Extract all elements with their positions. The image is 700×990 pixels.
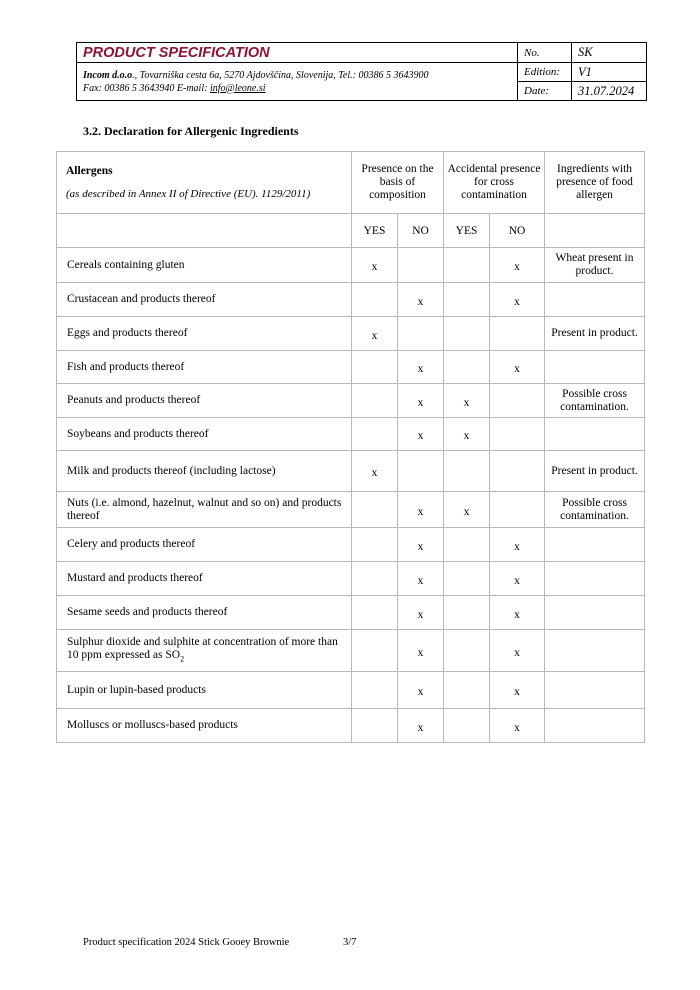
allergen-name-text: Fish and products thereof <box>67 360 185 373</box>
company-name: Incom d.o.o <box>83 69 133 81</box>
cross-yes-cell <box>444 351 490 384</box>
table-row <box>57 596 645 630</box>
ingredient-note: Possible cross contamination. <box>545 492 645 528</box>
allergen-name-text: Milk and products thereof (including lactose) <box>67 464 276 477</box>
allergen-name-text: Sulphur dioxide and sulphite at concentration of more than 10 ppm expressed as SO <box>67 635 338 661</box>
allergen-name <box>57 451 352 492</box>
ingredient-note <box>545 418 645 451</box>
presence-no-cell: x <box>398 709 444 743</box>
presence-no-cell <box>398 248 444 283</box>
cross-no-cell: x <box>490 596 545 630</box>
presence-yes-cell: x <box>352 451 398 492</box>
table-subheader-row <box>57 214 645 248</box>
ingredient-note <box>545 672 645 709</box>
allergen-name <box>57 418 352 451</box>
presence-no-cell: x <box>398 672 444 709</box>
edition-label: Edition: <box>518 63 572 82</box>
col-accidental-header: Accidental presence for cross contamination <box>444 152 545 214</box>
cross-yes-cell <box>444 672 490 709</box>
allergen-name <box>57 317 352 351</box>
cross-yes-cell <box>444 317 490 351</box>
ingredient-note: Present in product. <box>545 451 645 492</box>
allergen-name <box>57 248 352 283</box>
cross-yes-cell: x <box>444 492 490 528</box>
presence-no-cell: x <box>398 384 444 418</box>
presence-yes-cell <box>352 596 398 630</box>
cross-yes-cell <box>444 596 490 630</box>
cross-yes-cell <box>444 451 490 492</box>
doc-number-value: SK <box>572 43 647 63</box>
document-header <box>76 42 647 101</box>
allergen-name <box>57 672 352 709</box>
allergen-name <box>57 596 352 630</box>
presence-yes-header: YES <box>352 214 398 248</box>
allergen-name-text: Sesame seeds and products thereof <box>67 606 228 618</box>
document-title: PRODUCT SPECIFICATION <box>77 43 518 63</box>
page-number: 3/7 <box>343 937 357 948</box>
presence-no-cell <box>398 317 444 351</box>
cross-yes-cell <box>444 248 490 283</box>
table-row <box>57 451 645 492</box>
company-address: ., Tovarniška cesta 6a, 5270 Ajdovščina, Slovenija, Tel.: 00386 5 3643900 <box>132 69 429 81</box>
cross-no-cell <box>490 492 545 528</box>
allergen-name <box>57 492 352 528</box>
cross-no-cell: x <box>490 283 545 317</box>
allergen-name-text: Molluscs or molluscs-based products <box>67 719 238 731</box>
presence-yes-cell <box>352 384 398 418</box>
email-link[interactable]: info@leone.si <box>209 82 266 94</box>
allergen-name <box>57 351 352 384</box>
table-row <box>57 351 645 384</box>
presence-no-cell: x <box>398 283 444 317</box>
allergen-name-text: Nuts (i.e. almond, hazelnut, walnut and so on) and products thereof <box>67 496 342 522</box>
presence-no-cell: x <box>398 528 444 562</box>
ingredient-note <box>545 528 645 562</box>
cross-no-cell: x <box>490 709 545 743</box>
cross-no-cell <box>490 317 545 351</box>
presence-yes-cell: x <box>352 248 398 283</box>
edition-value: V1 <box>572 63 647 82</box>
ingredient-note <box>545 596 645 630</box>
table-row <box>57 283 645 317</box>
cross-no-cell <box>490 451 545 492</box>
table-row <box>57 418 645 451</box>
cross-yes-cell <box>444 528 490 562</box>
allergen-name-text: Cereals containing gluten <box>67 258 185 271</box>
cross-yes-cell <box>444 283 490 317</box>
cross-no-cell: x <box>490 528 545 562</box>
presence-yes-cell <box>352 418 398 451</box>
allergen-name-text: Soybeans and products thereof <box>67 427 209 440</box>
cross-no-header: NO <box>490 214 545 248</box>
table-row <box>57 384 645 418</box>
cross-yes-cell: x <box>444 384 490 418</box>
table-row <box>57 630 645 672</box>
allergens-subtitle: (as described in Annex II of Directive (EU). 1129/2011) <box>66 188 311 200</box>
presence-no-cell <box>398 451 444 492</box>
cross-no-cell <box>490 418 545 451</box>
presence-no-cell: x <box>398 630 444 672</box>
allergen-name <box>57 528 352 562</box>
date-label: Date: <box>518 82 572 101</box>
presence-no-cell: x <box>398 418 444 451</box>
cross-yes-cell <box>444 562 490 596</box>
presence-no-cell: x <box>398 492 444 528</box>
cross-yes-cell <box>444 709 490 743</box>
cross-yes-cell <box>444 630 490 672</box>
presence-yes-cell <box>352 528 398 562</box>
allergen-name <box>57 562 352 596</box>
subheader-empty <box>545 214 645 248</box>
presence-yes-cell <box>352 562 398 596</box>
ingredient-note <box>545 562 645 596</box>
table-row <box>57 528 645 562</box>
allergen-name <box>57 283 352 317</box>
presence-yes-cell: x <box>352 317 398 351</box>
allergens-title: Allergens <box>66 165 113 177</box>
ingredient-note <box>545 630 645 672</box>
allergens-header <box>57 152 352 214</box>
cross-no-cell: x <box>490 672 545 709</box>
section-heading: 3.2. Declaration for Allergenic Ingredients <box>83 124 299 138</box>
footer-title: Product specification 2024 Stick Gooey Brownie <box>83 937 290 948</box>
ingredient-note: Possible cross contamination. <box>545 384 645 418</box>
allergen-name <box>57 630 352 672</box>
allergen-name-text: Mustard and products thereof <box>67 572 203 584</box>
ingredient-note <box>545 283 645 317</box>
cross-yes-header: YES <box>444 214 490 248</box>
table-header-row <box>57 152 645 214</box>
company-info <box>77 63 518 101</box>
allergen-table <box>56 151 645 743</box>
ingredient-note: Wheat present in product. <box>545 248 645 283</box>
allergen-name-text: Lupin or lupin-based products <box>67 683 206 696</box>
allergen-name-text: Crustacean and products thereof <box>67 293 216 305</box>
allergen-name <box>57 709 352 743</box>
cross-no-cell: x <box>490 248 545 283</box>
date-value: 31.07.2024 <box>572 82 647 101</box>
subscript: 2 <box>180 654 185 664</box>
presence-yes-cell <box>352 492 398 528</box>
table-row <box>57 562 645 596</box>
allergen-name-text: Celery and products thereof <box>67 538 196 550</box>
allergen-name <box>57 384 352 418</box>
table-row <box>57 709 645 743</box>
ingredient-note: Present in product. <box>545 317 645 351</box>
table-row <box>57 248 645 283</box>
presence-yes-cell <box>352 283 398 317</box>
col-presence-header: Presence on the basis of composition <box>352 152 444 214</box>
doc-number-label: No. <box>518 43 572 63</box>
col-ingredients-header: Ingredients with presence of food allergen <box>545 152 645 214</box>
presence-yes-cell <box>352 630 398 672</box>
presence-yes-cell <box>352 672 398 709</box>
ingredient-note <box>545 351 645 384</box>
cross-no-cell: x <box>490 351 545 384</box>
presence-no-cell: x <box>398 562 444 596</box>
presence-yes-cell <box>352 709 398 743</box>
cross-yes-cell: x <box>444 418 490 451</box>
table-row <box>57 492 645 528</box>
allergen-name-text: Peanuts and products thereof <box>67 394 201 406</box>
company-contact: Fax: 00386 5 3643940 E-mail: <box>83 82 210 94</box>
table-row <box>57 317 645 351</box>
presence-no-header: NO <box>398 214 444 248</box>
presence-no-cell: x <box>398 351 444 384</box>
presence-no-cell: x <box>398 596 444 630</box>
ingredient-note <box>545 709 645 743</box>
subheader-empty <box>57 214 352 248</box>
cross-no-cell <box>490 384 545 418</box>
cross-no-cell: x <box>490 630 545 672</box>
presence-yes-cell <box>352 351 398 384</box>
allergen-name-text: Eggs and products thereof <box>67 327 188 339</box>
cross-no-cell: x <box>490 562 545 596</box>
table-row <box>57 672 645 709</box>
